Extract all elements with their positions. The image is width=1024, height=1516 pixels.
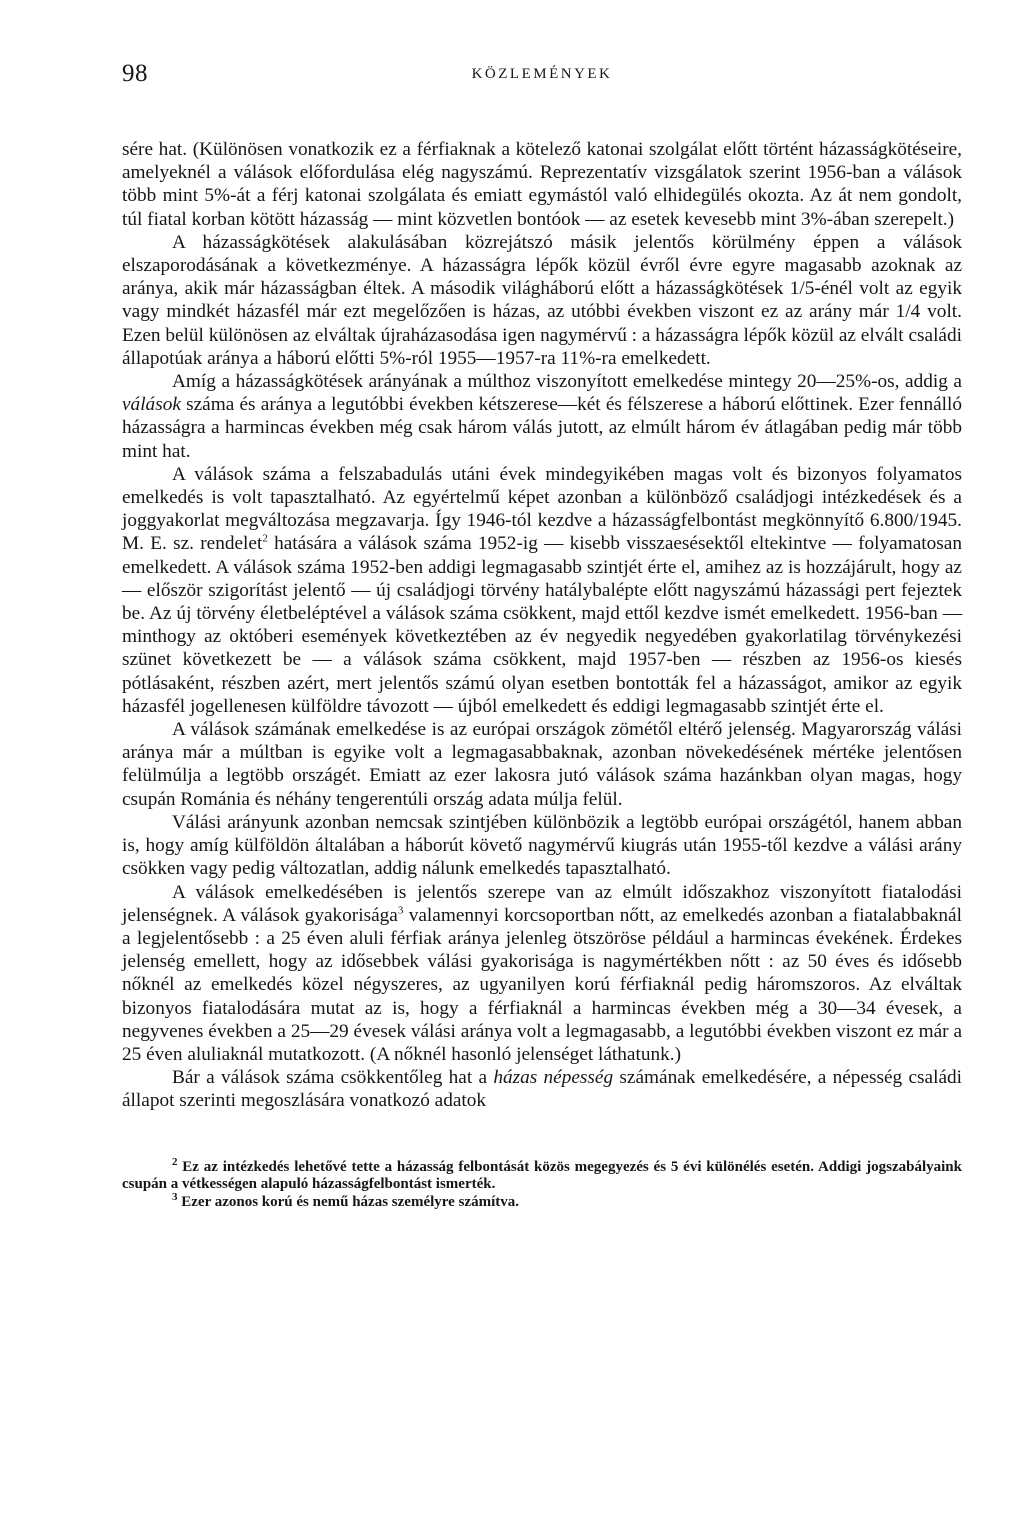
- text-run: Bár a válások száma csökkentőleg hat a: [172, 1067, 494, 1089]
- body-text: [122, 138, 962, 1113]
- text-run: A válások száma a felszabadulás utáni évek mindegyikében magas volt és bizonyos folyamatos emelkedés is volt tapasztalható. Az egyértelmű képet azonban a különböző családjogi intézkedések és a joggyakorlat megváltozása megzavarja. Így 1946-tól kezdve a házasságfelbontást megkönnyítő 6.800/1945. M. E. sz. rendelet: [122, 463, 962, 555]
- paragraph: [122, 1066, 962, 1112]
- footnote: [122, 1155, 962, 1194]
- text-run: A házasságkötések alakulásában közrejátszó másik jelentős körülmény éppen a válások elszaporodásának a következménye. A házasságra lépők közül évről évre egyre magasabb azoknak az aránya, akik már házasságban éltek. A második világháború előtt a házasságkötések 1/5-énél volt az egyik vagy mindkét házasfél már ezt megelőzően is házas, az utóbbi években viszont ez az arány már 1/4 volt. Ezen belül különösen az elváltak újraházasodása igen nagymérvű : a házasságra lépők közül az elvált családi állapotúak aránya a háború előtti 5%-ról 1955—1957-ra 11%-ra emelkedett.: [122, 231, 962, 369]
- text-run: Ezer azonos korú és nemű házas személyre számítva.: [177, 1193, 519, 1210]
- paragraph: [122, 138, 962, 231]
- paragraph: [122, 718, 962, 811]
- page-number: 98: [122, 60, 148, 87]
- footnotes: [122, 1155, 962, 1212]
- text-run: valamennyi korcsoportban nőtt, az emelkedés azonban a fiatalabbaknál a legjelentősebb : a 25 éven aluli férfiak aránya jelenleg ötszöröse például a harmincas évekének. Érdekes jelenség emellett, hogy az idősebbek válási gyakorisága is nagymértékben nőtt : az 50 éves és idősebb nőknél az emelkedés közel négyszeres, az ugyanilyen korú férfiaknál pedig háromszoros. Az elváltak bizonyos fiatalodására mutat az is, hogy a férfiaknál a harmincas években még a 30—34 évesek, a negyvenes években a 25—29 évesek válási aránya volt a legmagasabb, a legutóbbi években viszont ez már a 25 éven aluliaknál mutatkozott. (A nőknél hasonló jelenséget láthatunk.): [122, 904, 962, 1065]
- page-header: [122, 58, 962, 98]
- emphasis-text: válások: [122, 394, 181, 416]
- paragraph: [122, 231, 962, 370]
- text-run: számának emelkedésére, a népesség családi állapot szerinti megoszlására vonatkozó adatok: [122, 1067, 962, 1112]
- emphasis-text: házas népesség: [493, 1067, 614, 1089]
- text-run: Ez az intézkedés lehetővé tette a házasság felbontását közös megegyezés és 5 évi különélés esetén. Addigi jogszabályaink csupán a vétkességen alapuló házasságfelbontást ismerték.: [122, 1158, 962, 1193]
- footnote-ref: 2: [172, 1155, 178, 1168]
- paragraph: [122, 370, 962, 463]
- paragraph: [122, 811, 962, 881]
- paragraph: [122, 881, 962, 1067]
- footnote: [122, 1190, 962, 1212]
- running-head: KÖZLEMÉNYEK: [471, 66, 613, 82]
- footnote-ref: 2: [262, 533, 268, 546]
- text-run: Amíg a házasságkötések arányának a múlthoz viszonyított emelkedése mintegy 20—25%-os, addig a: [172, 371, 962, 393]
- text-run: száma és aránya a legutóbbi években kétszerese—két és félszerese a háború előttinek. Ezer fennálló házasságra a harmincas években még csak három válás jutott, az elmúlt három év átlagában pedig már több mint hat.: [122, 394, 962, 462]
- text-run: A válások emelkedésében is jelentős szerepe van az elmúlt időszakhoz viszonyított fiatalodási jelenségnek. A válások gyakorisága: [122, 881, 962, 926]
- footnote-ref: 3: [172, 1190, 178, 1203]
- paragraph: [122, 463, 962, 718]
- text-run: hatására a válások száma 1952-ig — kisebb visszaesésektől eltekintve — folyamatosan emelkedett. A válások száma 1952-ben addigi legmagasabb szintjét érte el, amihez az is hozzájárult, hogy az — először szigorítást jelentő — új családjogi törvény hatálybalépte előtt nagyszámú házassági pert fejeztek be. Az új törvény életbeléptével a válások száma csökkent, majd ettől kezdve ismét emelkedett. 1956-ban — minthogy az októberi események következtében az év negyedik negyedében gyakorlatilag törvénykezési szünet következett be — a válások száma csökkent, majd 1957-ben — részben az 1956-os kiesés pótlásaként, részben azért, mert jelentős számú olyan esetben bontották fel a házasságot, amikor az egyik házasfél jogellenesen külföldre távozott — újból emelkedett és eddigi legmagasabb szintjét érte el.: [122, 533, 962, 717]
- text-run: sére hat. (Különösen vonatkozik ez a férfiaknak a kötelező katonai szolgálat előtt történt házasságkötéseire, amelyeknél a válások előfordulása elég nagyszámú. Reprezentatív vizsgálatok szerint 1956-ban a válások több mint 5%-át a férj katonai szolgálata és emiatt egymástól való elhidegülés okozta. Az át nem gondolt, túl fiatal korban kötött házasság — mint közvetlen bontóok — az esetek kevesebb mint 3%-ában szerepelt.): [122, 139, 962, 230]
- text-run: A válások számának emelkedése is az európai országok zömétől eltérő jelenség. Magyarország válási aránya már a múltban is egyike volt a legmagasabbaknak, azonban növekedésének mértéke jelentősen felülmúlja a legtöbb országét. Emiatt az ezer lakosra jutó válások száma hazánkban olyan magas, hogy csupán Románia és néhány tengerentúli ország adata múlja felül.: [122, 719, 962, 810]
- text-run: Válási arányunk azonban nemcsak szintjében különbözik a legtöbb európai országétól, hanem abban is, hogy amíg külföldön általában a háborút követő nagymérvű kiugrás után 1955-től kezdve a válási arány csökken vagy pedig változatlan, addig nálunk emelkedés tapasztalható.: [122, 811, 962, 880]
- footnote-ref: 3: [397, 904, 404, 917]
